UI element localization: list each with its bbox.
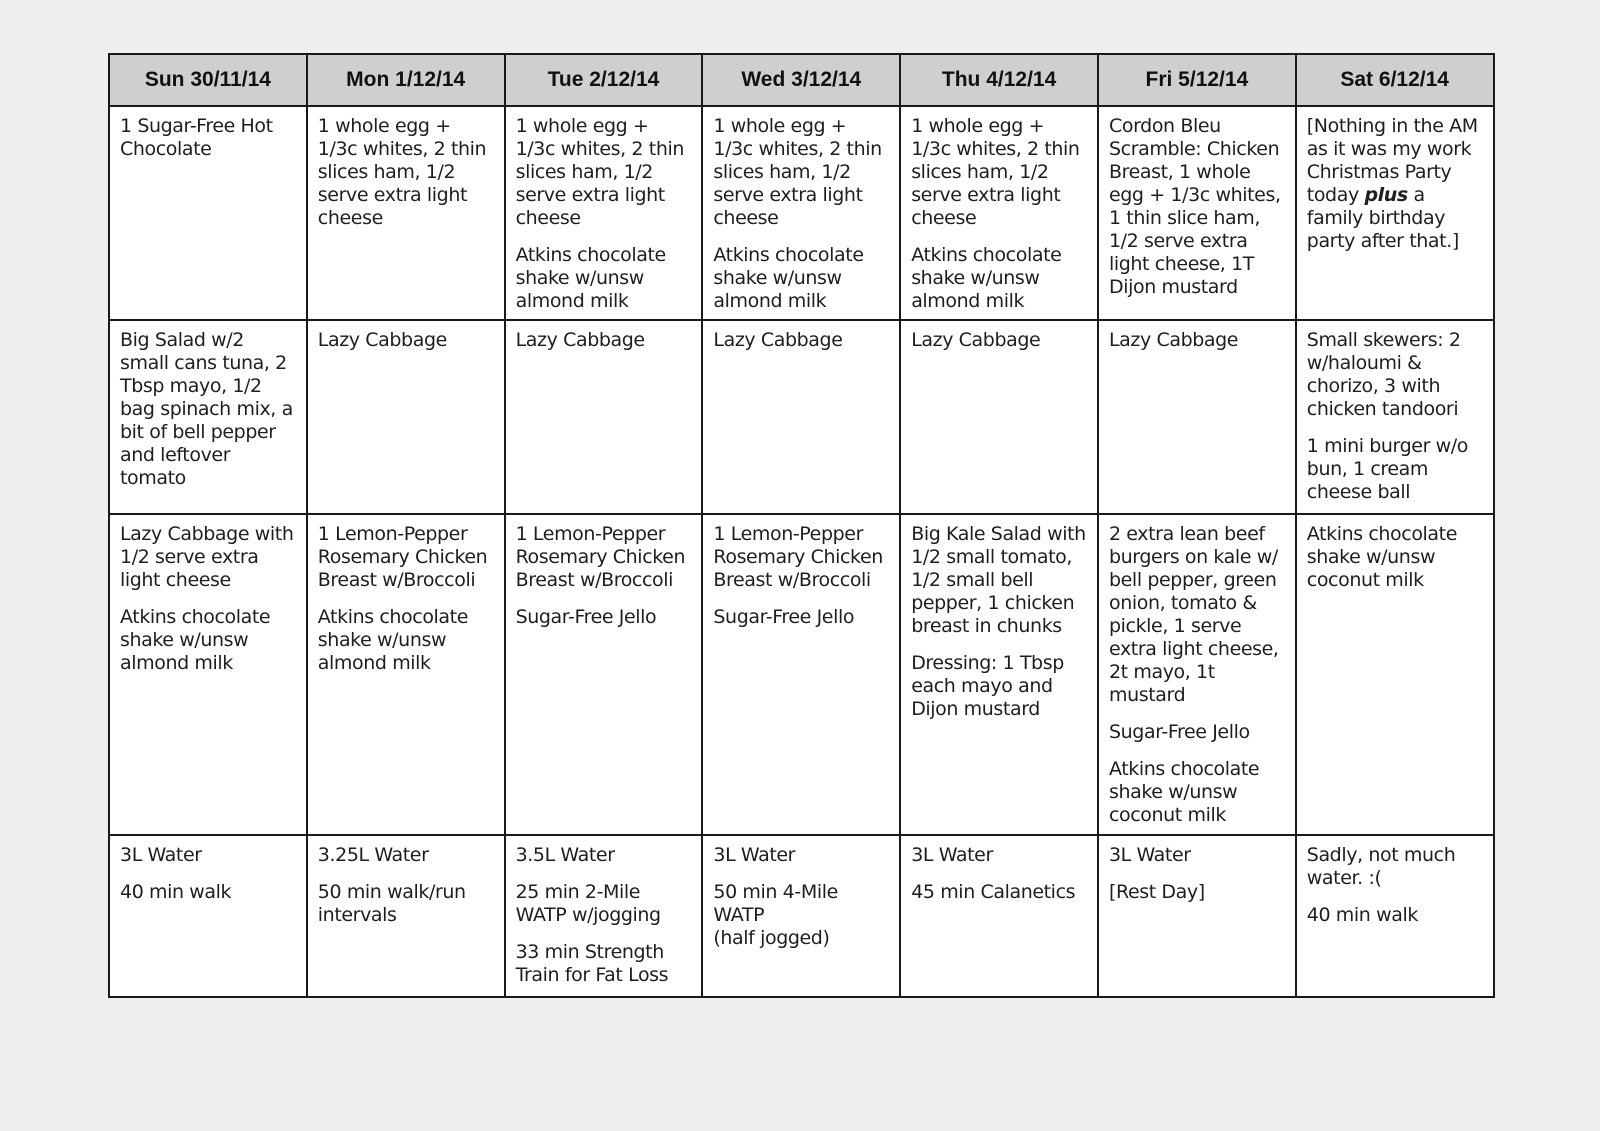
cell-sat-dinner [1296, 514, 1494, 835]
cell-mon-dinner [307, 514, 505, 835]
cell-entry: 1 mini burger w/o bun, 1 cream cheese ball [1306, 435, 1469, 503]
table-row [109, 106, 1494, 320]
cell-entry: 50 min 4-Mile WATP [713, 881, 838, 926]
cell-sun-activity [109, 835, 307, 997]
cell-entry: Lazy Cabbage [713, 329, 843, 351]
table-row [109, 320, 1494, 514]
note-emphasis: plus [1364, 184, 1408, 206]
cell-entry: 1 Lemon-Pepper Rosemary Chicken Breast w/Broccoli [317, 523, 488, 591]
cell-sat-lunch [1296, 320, 1494, 514]
cell-entry: Lazy Cabbage [911, 329, 1041, 351]
cell-entry [1307, 115, 1485, 253]
cell-entry: Atkins chocolate shake w/unsw coconut milk [1306, 523, 1458, 591]
cell-entry: 40 min walk [120, 881, 232, 903]
cell-entry: 33 min Strength Train for Fat Loss [515, 941, 669, 986]
cell-entry: Small skewers: 2 w/haloumi & chorizo, 3 with chicken tandoori [1306, 329, 1461, 420]
cell-entry: Lazy Cabbage [1108, 329, 1239, 351]
cell-entry: Sadly, not much water. :( [1306, 844, 1456, 889]
header-row [109, 54, 1494, 106]
cell-entry: Sugar-Free Jello [515, 606, 657, 628]
meal-plan-table-wrapper [108, 53, 1493, 998]
table-row [109, 835, 1494, 997]
cell-fri-lunch [1098, 320, 1296, 514]
cell-entry: 1 whole egg + 1/3c whites, 2 thin slices ham, 1/2 serve extra light cheese [515, 115, 684, 229]
cell-entry: Big Kale Salad with 1/2 small tomato, 1/2 small bell pepper, 1 chicken breast in chunks [911, 523, 1086, 637]
cell-entry: Lazy Cabbage [515, 329, 645, 351]
day-header-tue: Tue 2/12/14 [505, 54, 703, 106]
day-header-sun: Sun 30/11/14 [109, 54, 307, 106]
cell-entry: Sugar-Free Jello [713, 606, 855, 628]
cell-entry: Lazy Cabbage with 1/2 serve extra light cheese [120, 523, 294, 591]
note-text-after: a family birthday party after that.] [1306, 184, 1459, 252]
cell-entry: 1 Lemon-Pepper Rosemary Chicken Breast w/Broccoli [515, 523, 686, 591]
cell-entry: 1 whole egg + 1/3c whites, 2 thin slices ham, 1/2 serve extra light cheese [713, 115, 882, 229]
day-header-fri: Fri 5/12/14 [1098, 54, 1296, 106]
cell-wed-breakfast [702, 106, 900, 320]
cell-wed-lunch [702, 320, 900, 514]
weekly-meal-plan-table [108, 53, 1495, 998]
cell-entry: Atkins chocolate shake w/unsw almond milk [911, 244, 1062, 312]
cell-entry: Atkins chocolate shake w/unsw almond milk [515, 244, 666, 312]
cell-entry: 3.5L Water [515, 844, 615, 866]
cell-sun-dinner [109, 514, 307, 835]
cell-entry: 3L Water [911, 844, 993, 866]
cell-entry: 1 Lemon-Pepper Rosemary Chicken Breast w/Broccoli [713, 523, 883, 591]
cell-entry: 2 extra lean beef burgers on kale w/ bell pepper, green onion, tomato & pickle, 1 serve extra light cheese, 2t mayo, 1t mustard [1108, 523, 1279, 706]
cell-entry: Atkins chocolate shake w/unsw almond milk [120, 606, 271, 674]
table-row [109, 514, 1494, 835]
cell-entry: Lazy Cabbage [317, 329, 447, 351]
cell-thu-activity [900, 835, 1098, 997]
cell-mon-activity [307, 835, 505, 997]
cell-entry: 3L Water [120, 844, 202, 866]
cell-entry: [Rest Day] [1108, 881, 1205, 903]
cell-fri-dinner [1098, 514, 1296, 835]
cell-fri-breakfast [1098, 106, 1296, 320]
day-header-thu: Thu 4/12/14 [900, 54, 1098, 106]
note-text-before: [Nothing in the AM as it was my work Christmas Party today [1306, 115, 1478, 206]
cell-tue-activity [505, 835, 703, 997]
cell-thu-lunch [900, 320, 1098, 514]
cell-fri-activity [1098, 835, 1296, 997]
cell-entry: 25 min 2-Mile WATP w/jogging [515, 881, 661, 926]
cell-entry: 1 Sugar-Free Hot Chocolate [120, 115, 273, 160]
cell-sat-breakfast [1296, 106, 1494, 320]
day-header-sat: Sat 6/12/14 [1296, 54, 1494, 106]
cell-entry: Sugar-Free Jello [1108, 721, 1250, 743]
cell-sat-activity [1296, 835, 1494, 997]
cell-entry: 40 min walk [1306, 904, 1418, 926]
cell-entry: Big Salad w/2 small cans tuna, 2 Tbsp mayo, 1/2 bag spinach mix, a bit of bell pepper and leftover tomato [120, 329, 293, 489]
cell-entry: 3L Water [1108, 844, 1191, 866]
cell-mon-lunch [307, 320, 505, 514]
cell-entry: Atkins chocolate shake w/unsw almond milk [713, 244, 864, 312]
day-header-wed: Wed 3/12/14 [702, 54, 900, 106]
cell-entry: (half jogged) [713, 927, 830, 949]
cell-sun-breakfast [109, 106, 307, 320]
cell-entry: Atkins chocolate shake w/unsw almond milk [317, 606, 469, 674]
cell-entry: 1 whole egg + 1/3c whites, 2 thin slices ham, 1/2 serve extra light cheese [911, 115, 1080, 229]
cell-entry: 50 min walk/run intervals [317, 881, 466, 926]
cell-tue-breakfast [505, 106, 703, 320]
cell-thu-dinner [900, 514, 1098, 835]
cell-entry: Cordon Bleu Scramble: Chicken Breast, 1 whole egg + 1/3c whites, 1 thin slice ham, 1/2 serve extra light cheese, 1T Dijon mustard [1108, 115, 1281, 298]
cell-tue-lunch [505, 320, 703, 514]
cell-thu-breakfast [900, 106, 1098, 320]
cell-wed-dinner [702, 514, 900, 835]
cell-mon-breakfast [307, 106, 505, 320]
cell-wed-activity [702, 835, 900, 997]
day-header-mon: Mon 1/12/14 [307, 54, 505, 106]
cell-sun-lunch [109, 320, 307, 514]
cell-tue-dinner [505, 514, 703, 835]
cell-entry: Dressing: 1 Tbsp each mayo and Dijon mustard [911, 652, 1064, 720]
cell-entry: 3L Water [713, 844, 796, 866]
cell-entry: 3.25L Water [317, 844, 429, 866]
cell-entry: 45 min Calanetics [911, 881, 1076, 903]
cell-entry: Atkins chocolate shake w/unsw coconut milk [1108, 758, 1260, 826]
cell-entry: 1 whole egg + 1/3c whites, 2 thin slices ham, 1/2 serve extra light cheese [317, 115, 487, 229]
